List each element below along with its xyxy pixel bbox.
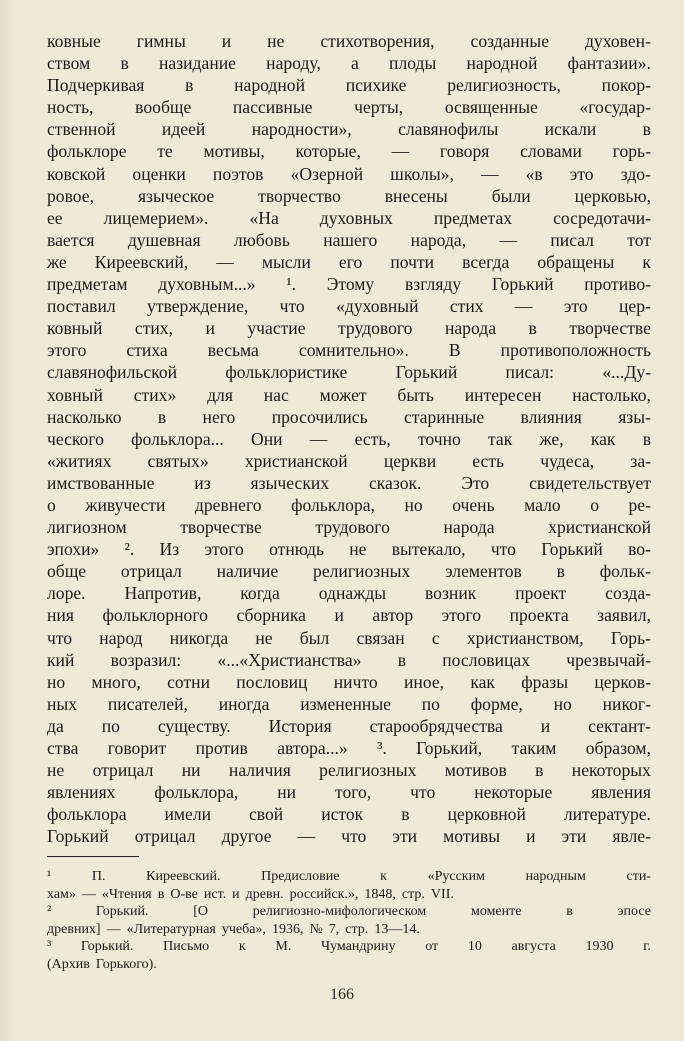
text-line: насколько в него просочились старинные влияния язы-: [47, 406, 651, 427]
footnotes: [47, 868, 651, 974]
footnote-divider: [47, 856, 139, 857]
footnote-line: ³ Горький. Письмо к М. Чумандрину от 10 августа 1930 г.: [47, 939, 651, 955]
text-line: но много, сотни пословиц ничто иное, как фразы церков-: [47, 671, 651, 692]
text-line: ховный стих» для нас может быть интересен настолько,: [47, 384, 651, 405]
text-line: ства говорит против автора...» ³. Горький, таким образом,: [47, 738, 651, 758]
text-line: поставил утверждение, что «духовный стих — это цер-: [47, 296, 651, 317]
text-line: ственной идеей народности», славянофилы искали в: [47, 119, 651, 140]
text-line: «житиях святых» христианской церкви есть чудеса, за-: [47, 450, 651, 471]
text-line: эпохи» ². Из этого отнюдь не вытекало, что Горький во-: [47, 539, 651, 560]
text-line: ковные гимны и не стихотворения, созданные духовен-: [47, 31, 651, 51]
page-number: 166: [330, 986, 354, 1003]
text-line: имствованные из языческих сказок. Это свидетельствует: [47, 472, 651, 493]
text-line: о живучести древнего фольклора, но очень мало о ре-: [47, 494, 651, 515]
text-line: явлениях фольклора, ни того, что некоторые явления: [47, 782, 651, 803]
text-line: ных писателей, иногда измененные по форме, но никог-: [47, 693, 651, 714]
text-line: кий возразил: «...«Христианства» в пословицах чрезвычай-: [47, 649, 651, 670]
text-line: ковской оценки поэтов «Озерной школы», — «в это здо-: [47, 163, 651, 184]
text-line: фольклоре те мотивы, которые, — говоря словами горь-: [47, 141, 651, 162]
text-line: ством в назидание народу, а плоды народной фантазии».: [47, 53, 651, 74]
text-line: лигиозном творчестве трудового народа христианской: [47, 517, 651, 538]
text-line: не отрицал ни наличия религиозных мотивов в некоторых: [47, 760, 651, 781]
text-line: же Киреевский, — мысли его почти всегда обращены к: [47, 251, 651, 272]
text-line: ее лицемерием». «На духовных предметах сосредотачи-: [47, 207, 651, 228]
text-line: славянофильской фольклористике Горький писал: «...Ду-: [47, 362, 651, 383]
text-line: Горький отрицал другое — что эти мотивы и эти явле-: [47, 826, 651, 847]
text-line: да по существу. История старообрядчества и сектант-: [47, 715, 651, 736]
text-line: что народ никогда не был связан с христианством, Горь-: [47, 627, 651, 648]
footnote-line: (Архив Горького).: [47, 956, 157, 972]
text-line: ческого фольклора... Они — есть, точно так же, как в: [47, 428, 651, 449]
footnote-line: ² Горький. [О религиозно-мифологическом моменте в эпосе: [47, 904, 651, 920]
text-line: ния фольклорного сборника и автор этого проекта заявил,: [47, 605, 651, 626]
text-line: Подчеркивая в народной психике религиозность, покор-: [47, 75, 651, 96]
text-line: предметам духовным...» ¹. Этому взгляду Горький противо-: [47, 274, 651, 295]
text-line: ность, вообще пассивные черты, освященные «государ-: [47, 97, 651, 118]
text-line: ровое, языческое творчество внесены были церковью,: [47, 185, 651, 206]
footnote-line: древних] — «Литературная учеба», 1936, № 7, стр. 13—14.: [47, 921, 420, 937]
text-line: обще отрицал наличие религиозных элементов в фольк-: [47, 561, 651, 582]
text-line: ковный стих, и участие трудового народа в творчестве: [47, 318, 651, 339]
text-line: фольклора имели свой исток в церковной литературе.: [47, 804, 651, 825]
text-line: этого стиха весьма сомнительно». В противоположность: [47, 340, 651, 361]
footnote-line: хам» — «Чтения в О-ве ист. и древн. российск.», 1848, стр. VII.: [47, 886, 454, 902]
footnote-line: ¹ П. Киреевский. Предисловие к «Русским народным сти-: [47, 869, 651, 884]
text-line: вается душевная любовь нашего народа, — писал тот: [47, 229, 651, 250]
text-line: лоре. Напротив, когда однажды возник проект созда-: [47, 583, 651, 604]
main-text: [47, 30, 651, 847]
